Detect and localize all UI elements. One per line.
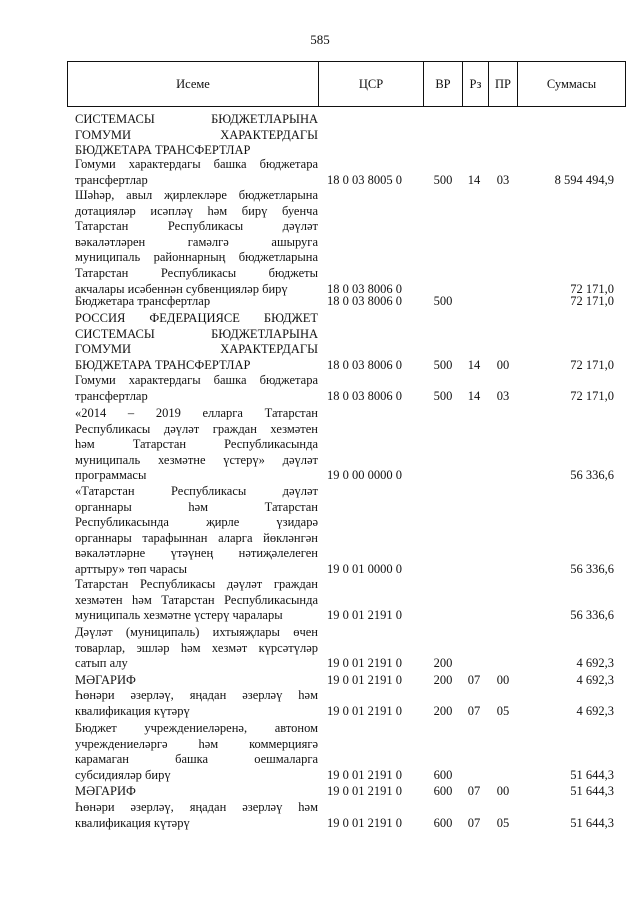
row-name-line: Гомуми характердагы башка бюджетара (75, 157, 318, 171)
row-name-line: «Татарстан Республикасы дәүләт (75, 484, 318, 498)
row-csr: 19 0 01 2191 0 (327, 608, 402, 623)
row-name-line: Гомуми характердагы башка бюджетара (75, 373, 318, 387)
row-pr: 00 (496, 357, 510, 372)
row-name-line: трансфертлар (75, 388, 148, 403)
header-sum: Суммасы (518, 62, 626, 107)
row-csr: 19 0 01 2191 0 (327, 815, 402, 830)
header-name: Исеме (68, 62, 319, 107)
page-number: 585 (310, 32, 330, 47)
row-vr: 500 (433, 172, 453, 187)
row-name-line: вәкаләтләрне үтәүнең нәтиҗәлелеген (75, 546, 318, 561)
row-vr: 500 (433, 357, 453, 372)
row-name-line: товарлар, эшләр һәм хезмәт күрсәтүләр (75, 640, 318, 655)
row-name-line: органнары тарафыннан аларга йөкләнгән (75, 530, 318, 545)
row-pr: 00 (496, 784, 510, 798)
row-sum: 72 171,0 (570, 294, 614, 308)
row-sum: 4 692,3 (576, 703, 614, 718)
row-sum: 51 644,3 (570, 767, 614, 782)
header-vr: ВР (424, 62, 463, 107)
row-name-line: Шәһәр, авыл җирлекләре бюджетларына (75, 188, 318, 202)
row-vr: 200 (433, 673, 453, 687)
row-name-line: Бюджет учреждениеләренә, автоном (75, 721, 318, 735)
row-sum: 72 171,0 (570, 388, 614, 403)
row-csr: 18 0 03 8005 0 (327, 172, 402, 187)
row-sum: 56 336,6 (570, 468, 614, 483)
row-sum: 56 336,6 (570, 608, 614, 623)
row-name (75, 373, 318, 404)
row-rz: 07 (467, 815, 481, 830)
row-name (75, 406, 318, 484)
row-name-line: муниципаль хезмәтне үстерү» дәүләт (75, 452, 318, 467)
row-name (75, 784, 318, 800)
table-header (67, 61, 626, 107)
row-name-line: Татарстан Республикасы дәүләт граждан (75, 577, 318, 591)
row-csr: 19 0 01 2191 0 (327, 703, 402, 718)
row-csr: 19 0 01 0000 0 (327, 562, 402, 576)
row-name-line: хезмәтен һәм Татарстан Республикасында (75, 592, 318, 607)
row-name-line: органнары һәм Татарстан (75, 499, 318, 514)
row-rz: 14 (467, 172, 481, 187)
row-csr: 18 0 03 8006 0 (327, 294, 402, 308)
row-name-line: Республикасы дәүләт граждан хезмәтен (75, 421, 318, 436)
row-csr: 19 0 01 2191 0 (327, 784, 402, 798)
row-name-line: квалификация күтәрү (75, 815, 190, 830)
row-csr: 18 0 03 8006 0 (327, 357, 402, 372)
row-sum: 4 692,3 (576, 673, 614, 687)
row-name-line: ГОМУМИ ХАРАКТЕРДАГЫ (75, 127, 318, 142)
row-pr: 05 (496, 815, 510, 830)
header-rz: Рз (463, 62, 489, 107)
row-csr: 19 0 00 0000 0 (327, 468, 402, 483)
row-name-line: квалификация күтәрү (75, 703, 190, 718)
row-rz: 14 (467, 388, 481, 403)
row-name-line: МӘГАРИФ (75, 673, 136, 687)
row-name-line: муниципаль районнарның бюджетларына (75, 250, 318, 265)
row-name-line: Татарстан Республикасы дәүләт (75, 219, 318, 234)
row-vr: 600 (433, 815, 453, 830)
row-name (75, 673, 318, 689)
row-name-line: Республикасында җирле үзидарә (75, 515, 318, 530)
row-sum: 51 644,3 (570, 815, 614, 830)
row-name-line: дотацияләр исәпләү һәм бирү буенча (75, 203, 318, 218)
row-name-line: һәм Татарстан Республикасында (75, 437, 318, 452)
row-csr: 19 0 01 2191 0 (327, 673, 402, 687)
row-name (75, 800, 318, 831)
row-name-line: СИСТЕМАСЫ БЮДЖЕТЛАРЫНА (75, 326, 318, 341)
row-name (75, 112, 318, 159)
row-sum: 72 171,0 (570, 357, 614, 372)
row-name (75, 157, 318, 188)
header-pr: ПР (489, 62, 518, 107)
row-name (75, 577, 318, 624)
row-csr: 18 0 03 8006 0 (327, 388, 402, 403)
row-pr: 00 (496, 673, 510, 687)
row-name-line: вәкаләтләрен гамәлгә ашыруга (75, 234, 318, 249)
row-name-line: БЮДЖЕТАРА ТРАНСФЕРТЛАР (75, 357, 251, 372)
row-sum: 8 594 494,9 (554, 172, 614, 187)
header-csr: ЦСР (319, 62, 424, 107)
row-sum: 51 644,3 (570, 784, 614, 798)
row-name-line: БЮДЖЕТАРА ТРАНСФЕРТЛАР (75, 143, 251, 158)
row-sum: 4 692,3 (576, 656, 614, 671)
row-rz: 07 (467, 673, 481, 687)
row-name-line: «2014 – 2019 елларга Татарстан (75, 406, 318, 420)
row-vr: 600 (433, 767, 453, 782)
row-name-line: субсидияләр бирү (75, 767, 171, 782)
row-rz: 07 (467, 703, 481, 718)
row-name (75, 188, 318, 297)
row-sum: 56 336,6 (570, 562, 614, 576)
row-name-line: учреждениеләргә һәм коммерциягә (75, 736, 318, 751)
row-name-line: арттыру» төп чарасы (75, 561, 188, 576)
row-vr: 200 (433, 703, 453, 718)
row-rz: 14 (467, 357, 481, 372)
row-name-line: Һөнәри әзерләү, яңадан әзерләү һәм (75, 688, 318, 702)
row-name (75, 484, 318, 578)
row-name-line: ГОМУМИ ХАРАКТЕРДАГЫ (75, 342, 318, 357)
row-name-line: Татарстан Республикасы бюджеты (75, 265, 318, 280)
row-name (75, 721, 318, 783)
row-name-line: РОССИЯ ФЕДЕРАЦИЯСЕ БЮДЖЕТ (75, 311, 318, 325)
row-sum: 72 171,0 (570, 281, 614, 296)
row-pr: 03 (496, 388, 510, 403)
row-rz: 07 (467, 784, 481, 798)
row-name-line: Һөнәри әзерләү, яңадан әзерләү һәм (75, 800, 318, 814)
row-name (75, 625, 318, 672)
row-vr: 200 (433, 656, 453, 671)
row-name-line: карамаган башка оешмаларга (75, 752, 318, 767)
row-name (75, 311, 318, 373)
row-name-line: СИСТЕМАСЫ БЮДЖЕТЛАРЫНА (75, 112, 318, 126)
row-vr: 600 (433, 784, 453, 798)
row-name-line: трансфертлар (75, 172, 148, 187)
row-pr: 05 (496, 703, 510, 718)
row-name-line: МӘГАРИФ (75, 784, 136, 798)
row-vr: 500 (433, 388, 453, 403)
row-name (75, 688, 318, 719)
row-name-line: муниципаль хезмәтне үстерү чаралары (75, 608, 283, 623)
row-csr: 19 0 01 2191 0 (327, 767, 402, 782)
row-name-line: программасы (75, 468, 147, 483)
row-name-line: сатып алу (75, 656, 128, 671)
row-csr: 19 0 01 2191 0 (327, 656, 402, 671)
row-vr: 500 (433, 294, 453, 308)
row-name-line: Бюджетара трансфертлар (75, 294, 211, 308)
row-pr: 03 (496, 172, 510, 187)
row-name-line: Дәүләт (муниципаль) ихтыяҗлары өчен (75, 625, 318, 639)
row-name (75, 294, 318, 310)
row-csr: 18 0 03 8006 0 (327, 281, 402, 296)
row-name-line: акчалары исәбеннән субвенцияләр бирү (75, 281, 288, 296)
